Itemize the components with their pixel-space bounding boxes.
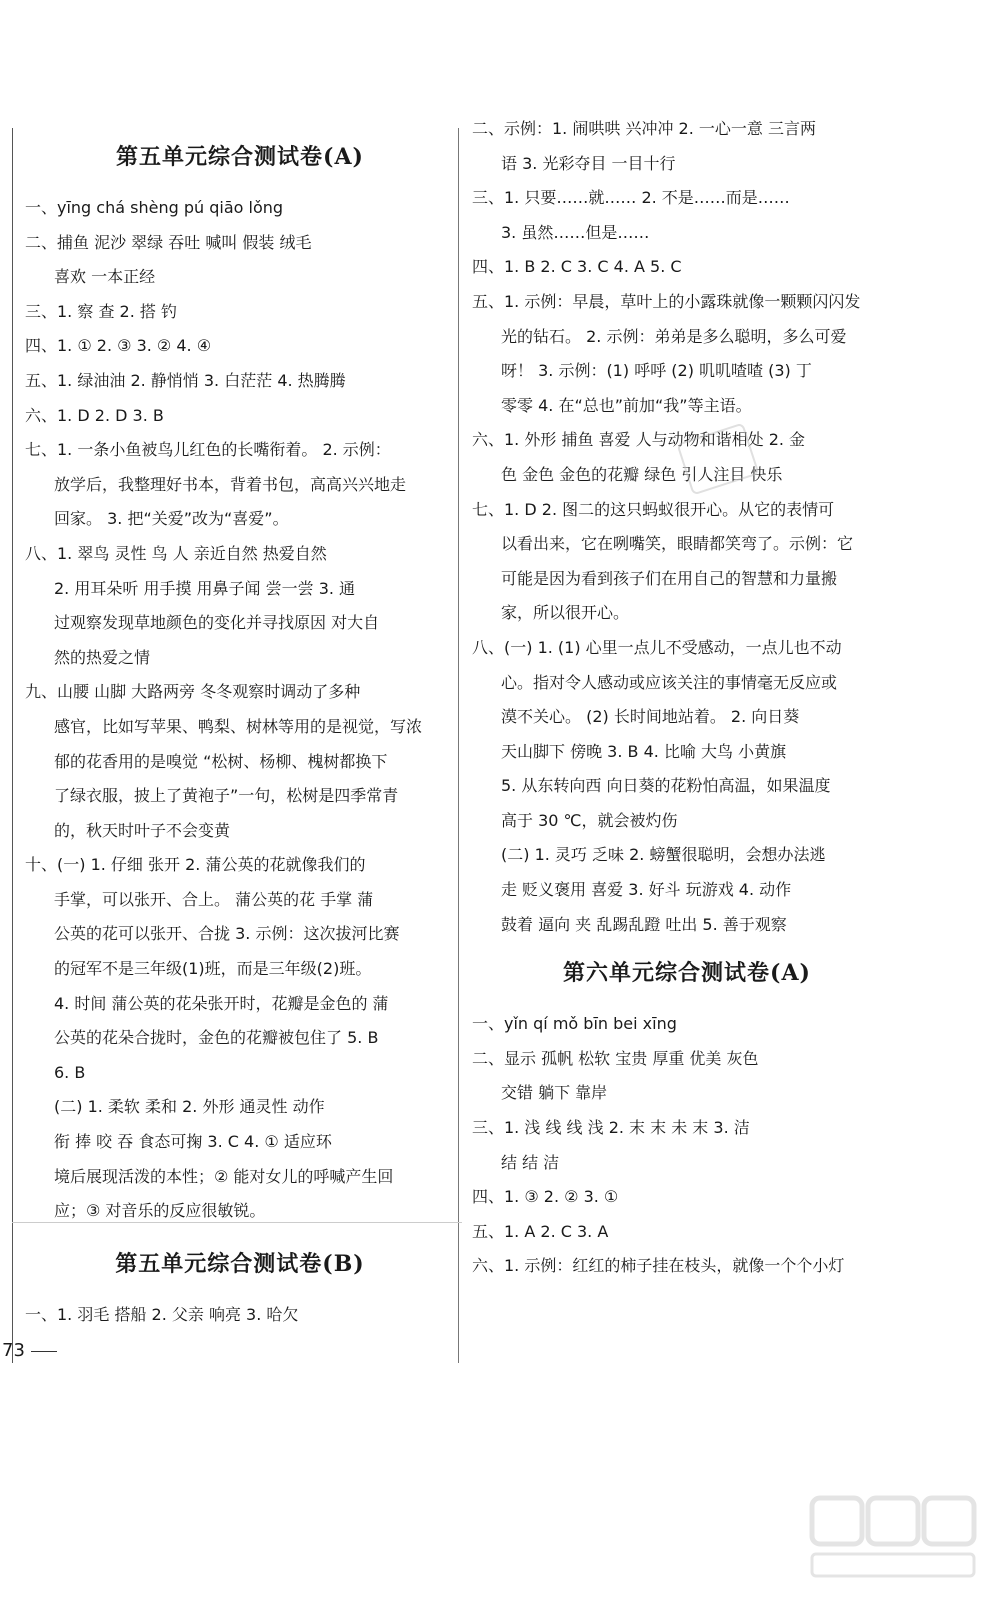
answer-line: 光的钻石。 2. 示例：弟弟是多么聪明，多么可爱	[501, 326, 847, 346]
answer-line: 九、山腰 山脚 大路两旁 冬冬观察时调动了多种	[25, 682, 361, 702]
answer-line: 了绿衣服，披上了黄袍子”一句，松树是四季常青	[54, 786, 399, 806]
answer-line: 2. 用耳朵听 用手摸 用鼻子闻 尝一尝 3. 通	[54, 578, 356, 598]
answer-line: 家，所以很开心。	[501, 603, 630, 623]
left-answer-list	[25, 191, 455, 1229]
answer-line: (二) 1. 柔软 柔和 2. 外形 通灵性 动作	[54, 1097, 325, 1117]
answer-line: 走 贬义褒用 喜爱 3. 好斗 玩游戏 4. 动作	[501, 880, 792, 900]
answer-line: 一、1. 羽毛 搭船 2. 父亲 响亮 3. 哈欠	[25, 1304, 299, 1324]
right-answer-list	[472, 112, 902, 942]
answer-line: 4. 时间 蒲公英的花朵张开时，花瓣是金色的 蒲	[54, 993, 389, 1013]
answer-line: 喜欢 一本正经	[54, 267, 156, 287]
section-title-unit5-a: 第五单元综合测试卷(A)	[116, 144, 364, 170]
answer-line: 语 3. 光彩夺目 一目十行	[501, 153, 676, 173]
answer-line: 天山脚下 傍晚 3. B 4. 比喻 大鸟 小黄旗	[501, 741, 787, 761]
answer-line: 过观察发现草地颜色的变化并寻找原因 对大自	[54, 613, 380, 633]
answer-line: 感官，比如写苹果、鸭梨、树林等用的是视觉，写浓	[54, 716, 423, 736]
answer-line: 的冠军不是三年级(1)班，而是三年级(2)班。	[54, 959, 372, 979]
answer-line: 五、1. 绿油油 2. 静悄悄 3. 白茫茫 4. 热腾腾	[25, 370, 346, 390]
answer-line: 八、(一) 1. (1) 心里一点儿不受感动，一点儿也不动	[472, 637, 842, 657]
answer-line: 呀！ 3. 示例：(1) 呼呼 (2) 叽叽喳喳 (3) 丁	[501, 361, 812, 381]
answer-line: 结 结 洁	[501, 1152, 560, 1172]
answer-line: 六、1. D 2. D 3. B	[25, 405, 164, 425]
answer-line: 5. 从东转向西 向日葵的花粉怕高温，如果温度	[501, 776, 831, 796]
left-column	[25, 120, 455, 1332]
answer-line: 二、捕鱼 泥沙 翠绿 吞吐 喊叫 假装 绒毛	[25, 232, 312, 252]
answer-line: 鼓着 逼向 夹 乱踢乱蹬 吐出 5. 善于观察	[501, 914, 787, 934]
answer-line: 一、yīng chá shèng pú qiāo lǒng	[25, 198, 284, 217]
answer-line: 6. B	[54, 1062, 86, 1082]
answer-line: 公英的花可以张开、合拢 3. 示例：这次拔河比赛	[54, 924, 400, 944]
answer-line: 回家。 3. 把“关爱”改为“喜爱”。	[54, 509, 289, 529]
answer-line: 境后展现活泼的本性；② 能对女儿的呼喊产生回	[54, 1166, 394, 1186]
section-title-unit5-b: 第五单元综合测试卷(B)	[115, 1250, 365, 1277]
answer-line: 交错 躺下 靠岸	[501, 1083, 608, 1103]
answer-line: (二) 1. 灵巧 乏味 2. 螃蟹很聪明，会想办法逃	[501, 845, 826, 865]
answer-line: 然的热爱之情	[54, 647, 151, 667]
answer-line: 七、1. D 2. 图二的这只蚂蚁很开心。从它的表情可	[472, 499, 835, 519]
answer-line: 心。指对令人感动或应该关注的事情毫无反应或	[501, 672, 838, 692]
answer-line: 零零 4. 在“总也”前加“我”等主语。	[501, 395, 752, 415]
answer-line: 可能是因为看到孩子们在用自己的智慧和力量搬	[501, 568, 838, 588]
answer-line: 十、(一) 1. 仔细 张开 2. 蒲公英的花就像我们的	[25, 855, 366, 875]
answer-line: 六、1. 示例：红红的柿子挂在枝头，就像一个个小灯	[472, 1256, 845, 1276]
answer-line: 三、1. 浅 线 线 浅 2. 末 末 未 末 3. 洁	[472, 1118, 750, 1138]
answer-line: 衔 捧 咬 吞 食态可掬 3. C 4. ① 适应环	[54, 1132, 332, 1152]
watermark-logo	[808, 1492, 978, 1582]
answer-line: 3. 虽然……但是……	[501, 222, 650, 242]
answer-line: 二、显示 孤帆 松软 宝贵 厚重 优美 灰色	[472, 1048, 759, 1068]
answer-line: 的，秋天时叶子不会变黄	[54, 820, 231, 840]
answer-line: 三、1. 察 查 2. 搭 钓	[25, 301, 177, 321]
page-number: 73	[2, 1340, 57, 1361]
left-answer-list-b	[25, 1298, 455, 1333]
answer-line: 应；③ 对音乐的反应很敏锐。	[54, 1201, 266, 1221]
answer-line: 以看出来，它在咧嘴笑，眼睛都笑弯了。示例：它	[501, 534, 854, 554]
answer-line: 七、1. 一条小鱼被鸟儿红色的长嘴衔着。 2. 示例：	[25, 440, 391, 460]
answer-line: 高于 30 ℃，就会被灼伤	[501, 810, 678, 830]
right-column	[472, 112, 902, 1284]
answer-line: 漠不关心。 (2) 长时间地站着。 2. 向日葵	[501, 707, 800, 727]
answer-line: 放学后，我整理好书本，背着书包，高高兴兴地走	[54, 474, 407, 494]
answer-line: 八、1. 翠鸟 灵性 鸟 人 亲近自然 热爱自然	[25, 543, 327, 563]
column-divider	[458, 128, 459, 1363]
answer-line: 二、示例：1. 闹哄哄 兴冲冲 2. 一心一意 三言两	[472, 119, 816, 138]
answer-line: 四、1. ③ 2. ② 3. ①	[472, 1187, 619, 1207]
answer-line: 四、1. ① 2. ③ 3. ② 4. ④	[25, 336, 212, 356]
answer-line: 郁的花香用的是嗅觉 “松树、杨柳、槐树都换下	[54, 751, 388, 771]
answer-line: 手掌，可以张开、合上。 蒲公英的花 手掌 蒲	[54, 889, 374, 909]
section-title-unit6-a: 第六单元综合测试卷(A)	[563, 960, 811, 987]
answer-line: 五、1. A 2. C 3. A	[472, 1221, 609, 1241]
answer-line: 色 金色 金色的花瓣 绿色 引人注目 快乐	[501, 464, 783, 484]
answer-line: 公英的花朵合拢时，金色的花瓣被包住了 5. B	[54, 1028, 379, 1048]
answer-line: 六、1. 外形 捕鱼 喜爱 人与动物和谐相处 2. 金	[472, 430, 806, 450]
answer-line: 一、yǐn qí mǒ bīn bei xīng	[472, 1014, 677, 1034]
right-answer-list-b	[472, 1007, 902, 1284]
left-margin-rule	[12, 128, 13, 1363]
answer-line: 四、1. B 2. C 3. C 4. A 5. C	[472, 257, 682, 277]
answer-line: 三、1. 只要……就…… 2. 不是……而是……	[472, 188, 790, 208]
answer-line: 五、1. 示例：早晨，草叶上的小露珠就像一颗颗闪闪发	[472, 291, 861, 311]
